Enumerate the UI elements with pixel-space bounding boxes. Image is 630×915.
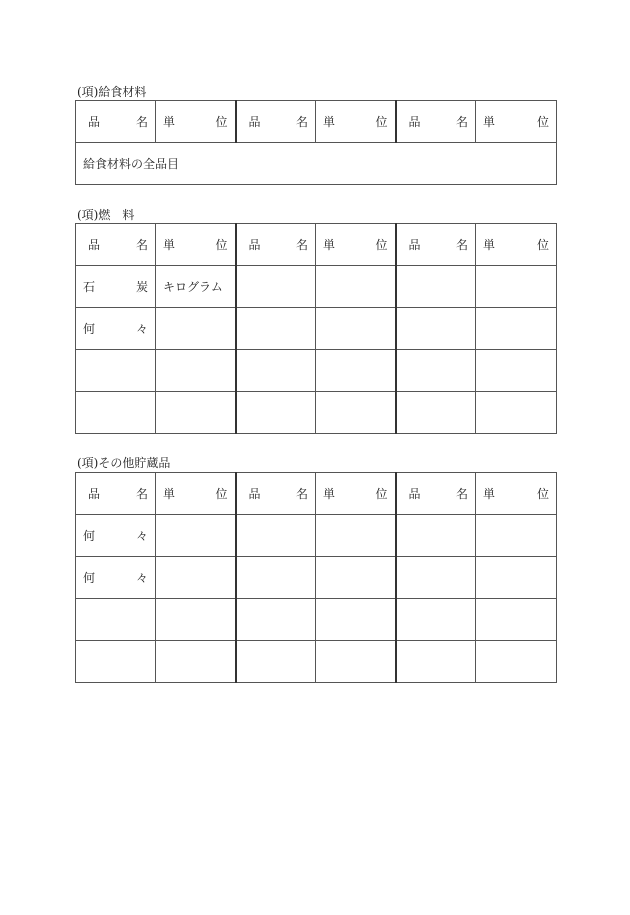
item-name-cell <box>396 392 476 434</box>
header-cell-item-name: 品 名 <box>76 473 156 515</box>
section-title-food: (項)給食材料 <box>77 85 147 99</box>
unit-cell <box>316 515 396 557</box>
table-row <box>76 266 557 308</box>
unit-cell <box>476 641 557 683</box>
table-header-row <box>76 101 557 143</box>
header-cell-unit: 単 位 <box>316 224 396 266</box>
unit-cell <box>316 599 396 641</box>
header-cell-unit: 単 位 <box>156 473 236 515</box>
table-row <box>76 557 557 599</box>
header-cell-item-name: 品 名 <box>76 101 156 143</box>
item-name-cell <box>236 599 316 641</box>
header-cell-unit: 単 位 <box>476 101 557 143</box>
header-cell-unit: 単 位 <box>156 101 236 143</box>
table-row <box>76 392 557 434</box>
item-name-cell <box>396 350 476 392</box>
item-name-cell <box>236 515 316 557</box>
table-header-row <box>76 473 557 515</box>
section-title-fuel: (項)燃 料 <box>77 208 135 222</box>
table-row <box>76 515 557 557</box>
item-name-cell <box>396 515 476 557</box>
header-cell-item-name: 品 名 <box>236 224 316 266</box>
item-name-cell <box>76 392 156 434</box>
header-cell-item-name: 品 名 <box>236 101 316 143</box>
unit-cell <box>476 515 557 557</box>
item-name-cell <box>236 308 316 350</box>
header-cell-item-name: 品 名 <box>396 224 476 266</box>
section-title-other-stores: (項)その他貯蔵品 <box>77 456 171 470</box>
item-name-cell: 何 々 <box>76 515 156 557</box>
unit-cell <box>476 350 557 392</box>
header-cell-unit: 単 位 <box>476 224 557 266</box>
item-name-cell <box>396 599 476 641</box>
unit-cell <box>156 392 236 434</box>
header-cell-item-name: 品 名 <box>396 101 476 143</box>
header-cell-item-name: 品 名 <box>236 473 316 515</box>
unit-cell <box>156 308 236 350</box>
item-name-cell <box>396 641 476 683</box>
item-name-cell <box>236 557 316 599</box>
unit-cell <box>476 308 557 350</box>
table-row <box>76 143 557 185</box>
unit-cell <box>316 350 396 392</box>
header-cell-unit: 単 位 <box>316 101 396 143</box>
item-name-cell <box>236 350 316 392</box>
food-note-cell: 給食材料の全品目 <box>76 143 557 185</box>
unit-cell <box>316 392 396 434</box>
item-name-cell <box>76 599 156 641</box>
item-name-cell: 何 々 <box>76 557 156 599</box>
food-table <box>75 100 557 185</box>
unit-cell: キログラム <box>156 266 236 308</box>
table-row <box>76 599 557 641</box>
item-name-cell <box>236 266 316 308</box>
header-cell-item-name: 品 名 <box>396 473 476 515</box>
header-cell-unit: 単 位 <box>476 473 557 515</box>
unit-cell <box>156 599 236 641</box>
header-cell-item-name: 品 名 <box>76 224 156 266</box>
header-cell-unit: 単 位 <box>316 473 396 515</box>
item-name-cell <box>76 350 156 392</box>
item-name-cell <box>396 557 476 599</box>
unit-cell <box>156 515 236 557</box>
item-name-cell <box>76 641 156 683</box>
table-header-row <box>76 224 557 266</box>
item-name-cell: 何 々 <box>76 308 156 350</box>
fuel-table <box>75 223 557 434</box>
item-name-cell: 石 炭 <box>76 266 156 308</box>
unit-cell <box>316 557 396 599</box>
unit-cell <box>316 308 396 350</box>
item-name-cell <box>236 641 316 683</box>
unit-cell <box>156 350 236 392</box>
item-name-cell <box>396 266 476 308</box>
other-stores-table <box>75 472 557 683</box>
table-row <box>76 641 557 683</box>
unit-cell <box>156 557 236 599</box>
unit-cell <box>476 599 557 641</box>
header-cell-unit: 単 位 <box>156 224 236 266</box>
table-row <box>76 308 557 350</box>
table-row <box>76 350 557 392</box>
unit-cell <box>156 641 236 683</box>
item-name-cell <box>236 392 316 434</box>
unit-cell <box>316 266 396 308</box>
unit-cell <box>476 392 557 434</box>
unit-cell <box>316 641 396 683</box>
unit-cell <box>476 266 557 308</box>
item-name-cell <box>396 308 476 350</box>
unit-cell <box>476 557 557 599</box>
